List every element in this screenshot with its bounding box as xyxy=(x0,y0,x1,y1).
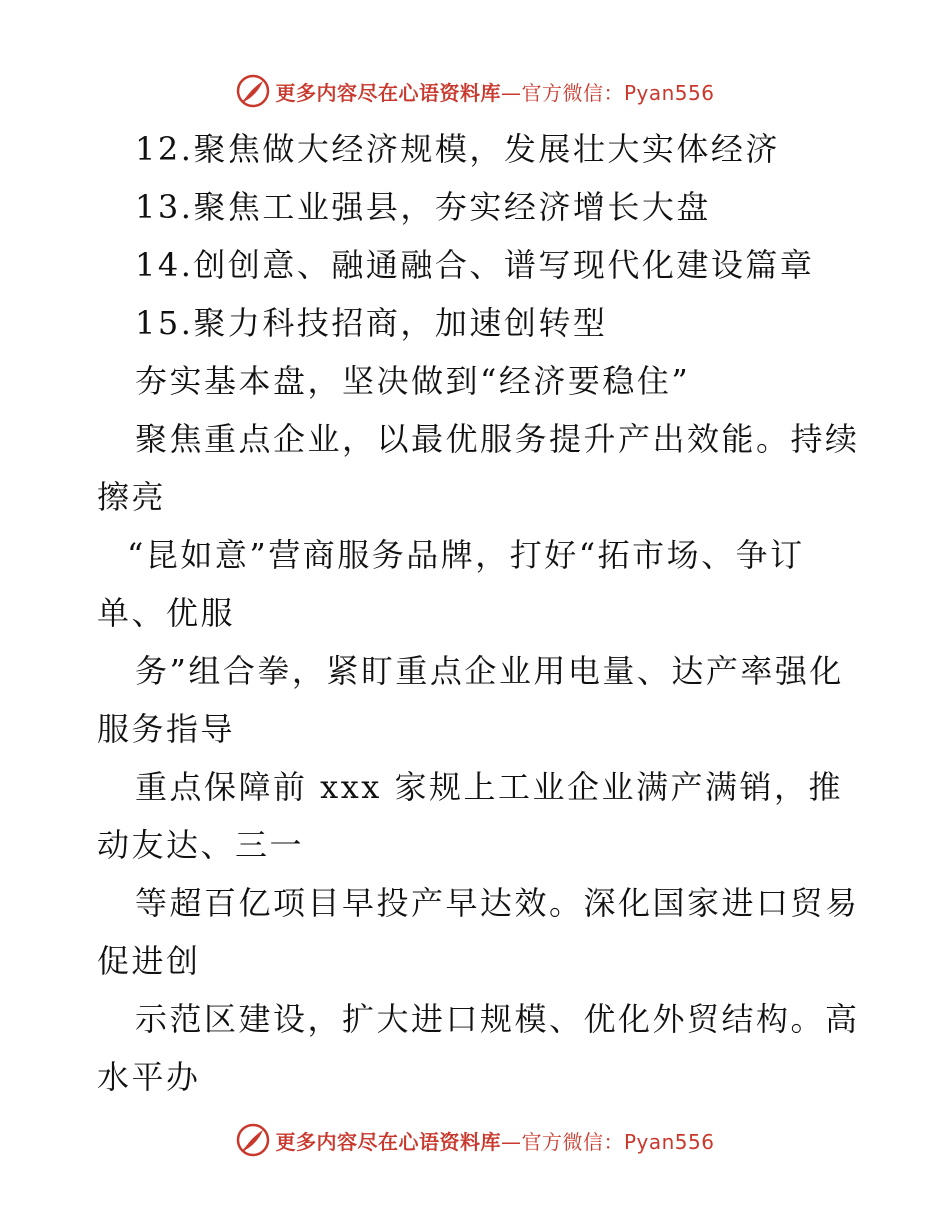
text-line: 促进创 xyxy=(97,942,201,980)
text-line: 务”组合拳，紧盯重点企业用电量、达产率强化 xyxy=(135,652,844,690)
text-line: 重点保障前 xxx 家规上工业企业满产满销，推 xyxy=(135,768,843,806)
text-line: 水平办 xyxy=(97,1058,201,1096)
text-line: 12.聚焦做大经济规模，发展壮大实体经济 xyxy=(135,130,780,168)
text-line: “昆如意”营商服务品牌，打好“拓市场、争订 xyxy=(127,536,805,574)
text-line: 等超百亿项目早投产早达效。深化国家进口贸易 xyxy=(135,884,860,922)
header-banner xyxy=(0,69,950,113)
feather-pen-logo-icon xyxy=(235,73,271,109)
footer-banner xyxy=(0,1118,950,1162)
footer-banner-contact: —官方微信：Pyan556 xyxy=(500,1129,715,1154)
text-line: 15.聚力科技招商，加速创转型 xyxy=(135,304,608,342)
text-line: 聚焦重点企业，以最优服务提升产出效能。持续 xyxy=(135,420,860,458)
text-line: 13.聚焦工业强县，夯实经济增长大盘 xyxy=(135,188,711,226)
text-line: 单、优服 xyxy=(97,594,236,632)
text-line: 14.创创意、融通融合、谱写现代化建设篇章 xyxy=(135,246,815,284)
text-line: 夯实基本盘，坚决做到“经济要稳住” xyxy=(135,362,691,400)
footer-banner-lead: 更多内容尽在心语资料库 xyxy=(275,1129,501,1154)
text-line: 示范区建设，扩大进口规模、优化外贸结构。高 xyxy=(135,1000,860,1038)
feather-pen-logo-icon xyxy=(235,1122,271,1158)
header-banner-contact: —官方微信：Pyan556 xyxy=(500,80,715,105)
header-banner-text xyxy=(275,77,714,106)
text-line: 服务指导 xyxy=(97,710,236,748)
document-body xyxy=(97,120,860,1106)
footer-banner-text xyxy=(275,1126,714,1155)
text-line: 擦亮 xyxy=(97,478,167,516)
header-banner-lead: 更多内容尽在心语资料库 xyxy=(275,80,501,105)
text-line: 动友达、三一 xyxy=(97,826,305,864)
